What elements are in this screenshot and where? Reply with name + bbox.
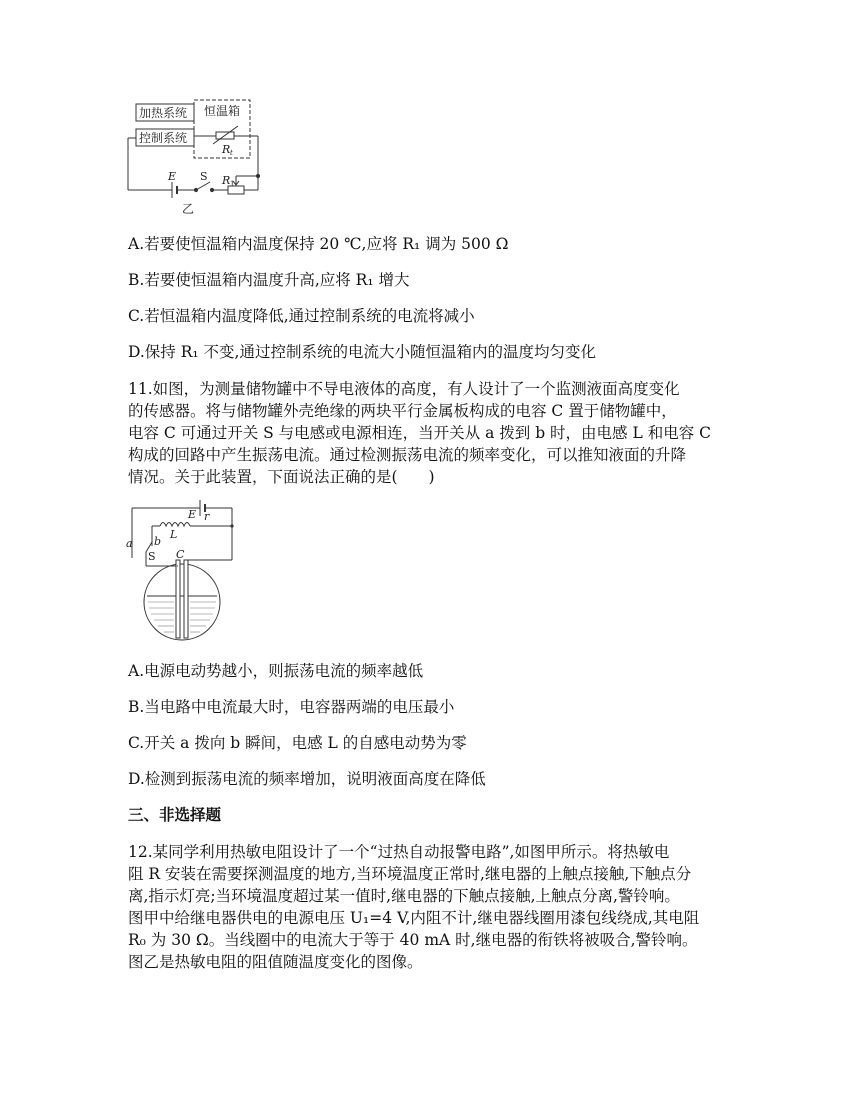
q11-option-d: D.检测到振荡电流的频率增加，说明液面高度在降低 <box>128 770 486 788</box>
q10-option-b: B.若要使恒温箱内温度升高,应将 R₁ 增大 <box>128 271 410 289</box>
switch-label: S <box>200 170 208 183</box>
lc-sensor-figure <box>120 496 245 648</box>
q12-stem-line: R₀ 为 30 Ω。当线圈中的电流大于等于 40 mA 时,继电器的衔铁将被吸合,警铃响。 <box>128 931 698 949</box>
heating-system-label: 加热系统 <box>139 106 188 120</box>
internal-resistance-label: r <box>204 510 210 523</box>
q11-option-b: B.当电路中电流最大时，电容器两端的电压最小 <box>128 698 455 716</box>
q10-option-a: A.若要使恒温箱内温度保持 20 ℃,应将 R₁ 调为 500 Ω <box>128 235 509 253</box>
q12-stem-line: 离,指示灯亮;当环境温度超过某一值时,继电器的下触点接触,上触点分离,警铃响。 <box>128 887 680 905</box>
thermistor-label: R <box>222 143 231 156</box>
figure-caption: 乙 <box>182 202 195 216</box>
r1-label: R <box>222 174 231 187</box>
r1-subscript: 1 <box>230 180 235 188</box>
q11-stem-line: 构成的回路中产生振荡电流。通过检测振荡电流的频率变化，可以推知液面的升降 <box>128 446 687 464</box>
q11-option-c: C.开关 a 拨向 b 瞬间，电感 L 的自感电动势为零 <box>128 734 467 752</box>
emf-label: E <box>188 508 197 521</box>
q10-option-c: C.若恒温箱内温度降低,通过控制系统的电流将减小 <box>128 307 475 325</box>
q12-stem-line: 图乙是热敏电阻的阻值随温度变化的图像。 <box>128 953 423 971</box>
terminal-a-label: a <box>126 537 133 550</box>
q12-stem-line: 图甲中给继电器供电的电源电压 U₁=4 V,内阻不计,继电器线圈用漆包线绕成,其电阻 <box>128 909 700 927</box>
capacitor-label: C <box>176 548 185 561</box>
thermostat-circuit-figure <box>120 96 270 220</box>
q11-stem-line: 11.如图，为测量储物罐中不导电液体的高度，有人设计了一个监测液面高度变化 <box>128 380 680 398</box>
q11-stem-line: 电容 C 可通过开关 S 与电感或电源相连，当开关从 a 拨到 b 时，由电感 L 和电容 C <box>128 424 711 442</box>
q11-option-a: A.电源电动势越小，则振荡电流的频率越低 <box>128 662 424 680</box>
emf-label: E <box>168 170 177 183</box>
thermostat-box-label: 恒温箱 <box>204 104 241 118</box>
inductor-label: L <box>170 528 178 541</box>
q11-stem-line: 情况。关于此装置，下面说法正确的是( ) <box>128 468 435 486</box>
control-system-label: 控制系统 <box>139 131 188 145</box>
section-heading: 三、非选择题 <box>128 805 222 824</box>
q10-option-d: D.保持 R₁ 不变,通过控制系统的电流大小随恒温箱内的温度均匀变化 <box>128 343 596 361</box>
terminal-b-label: b <box>154 535 162 548</box>
q12-stem-line: 12.某同学利用热敏电阻设计了一个“过热自动报警电路”,如图甲所示。将热敏电 <box>128 843 670 861</box>
switch-label: S <box>148 550 156 563</box>
thermistor-subscript: t <box>230 149 233 157</box>
q11-stem-line: 的传感器。将与储物罐外壳绝缘的两块平行金属板构成的电容 C 置于储物罐中， <box>128 402 677 420</box>
q12-stem-line: 阻 R 安装在需要探测温度的地方,当环境温度正常时,继电器的上触点接触,下触点分 <box>128 865 692 883</box>
